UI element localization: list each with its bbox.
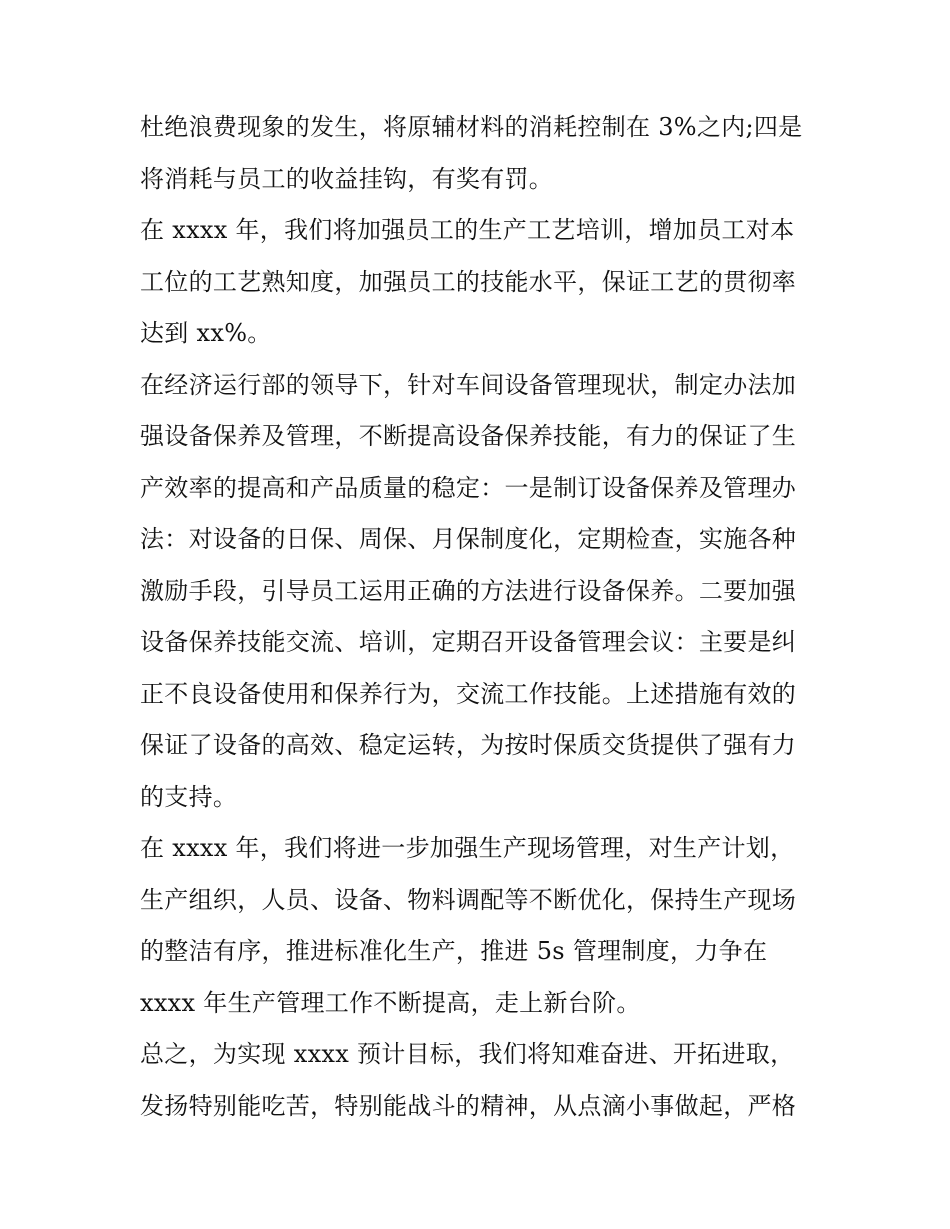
text-line: 总之，为实现 xxxx 预计目标，我们将知难奋进、开拓进取，: [140, 1040, 795, 1068]
text-line: 将消耗与员工的收益挂钩，有奖有罚。: [140, 164, 554, 193]
text-line: 强设备保养及管理，不断提高设备保养技能，有力的保证了生: [140, 422, 797, 450]
text-line: 激励手段，引导员工运用正确的方法进行设备保养。二要加强: [140, 576, 797, 605]
text-line: 设备保养技能交流、培训，定期召开设备管理会议：主要是纠: [140, 628, 797, 656]
text-line: xxxx 年生产管理工作不断提高，走上新台阶。: [140, 988, 641, 1017]
text-line: 产效率的提高和产品质量的稳定：一是制订设备保养及管理办: [140, 473, 797, 502]
text-line: 法：对设备的日保、周保、月保制度化，定期检查，实施各种: [140, 525, 797, 553]
text-line: 在 xxxx 年，我们将加强员工的生产工艺培训，增加员工对本: [140, 216, 795, 244]
text-line: 发扬特别能吃苦，特别能战斗的精神，从点滴小事做起，严格: [140, 1091, 797, 1120]
text-line: 达到 xx%。: [140, 319, 272, 347]
text-line: 保证了设备的高效、稳定运转，为按时保质交货提供了强有力: [140, 731, 797, 759]
text-line: 的整洁有序，推进标准化生产，推进 5s 管理制度，力争在: [140, 937, 768, 965]
text-line: 杜绝浪费现象的发生，将原辅材料的消耗控制在 3%之内;四是: [140, 113, 803, 141]
text-line: 在 xxxx 年，我们将进一步加强生产现场管理，对生产计划，: [140, 834, 795, 862]
text-line: 在经济运行部的领导下，针对车间设备管理现状，制定办法加: [140, 370, 797, 399]
text-line: 的支持。: [140, 782, 238, 811]
text-line: 生产组织，人员、设备、物料调配等不断优化，保持生产现场: [140, 885, 797, 914]
text-line: 正不良设备使用和保养行为，交流工作技能。上述措施有效的: [140, 679, 797, 708]
document-body: [140, 102, 830, 1132]
text-line: 工位的工艺熟知度，加强员工的技能水平，保证工艺的贯彻率: [140, 267, 797, 296]
